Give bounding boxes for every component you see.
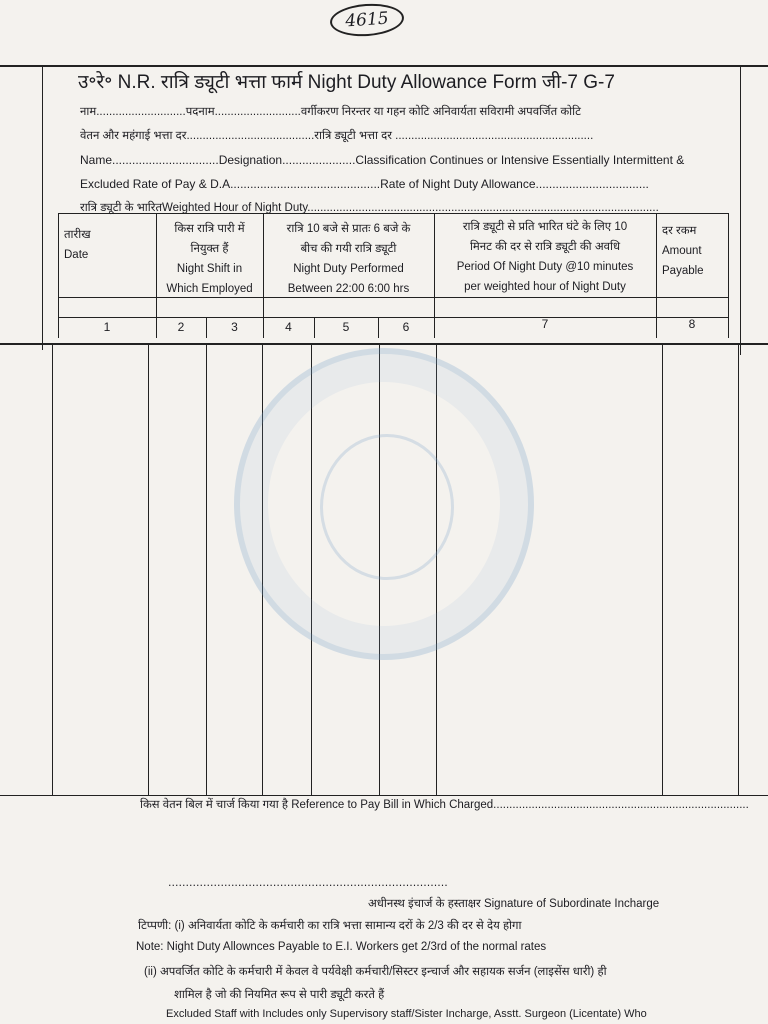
column-number: 8: [688, 317, 696, 331]
header-night-duty-performed: रात्रि 10 बजे से प्रातः 6 बजे के बीच की गयी रात्रि ड्यूटी Night Duty Performed Between 22:00 6:00 hrs: [286, 223, 411, 295]
header-period-weighted: रात्रि ड्यूटी से प्रति भारित घंटे के लिए 10 मिनट की दर से रात्रि ड्यूटी की अवधि Period Of Night Duty @10 minutes per weighted hour of Night Duty: [456, 221, 634, 293]
header-table: [58, 213, 728, 338]
column-number: 5: [342, 320, 350, 334]
form-frame-top: [0, 65, 768, 67]
note-english-1: Note: Night Duty Allownces Payable to E.I. Workers get 2/3rd of the normal rates: [136, 941, 547, 953]
note-hindi-3: शामिल है जो की नियमित रूप से पारी ड्यूटी करते हैं: [174, 989, 385, 1001]
pay-bill-reference: किस वेतन बिल में चार्ज किया गया है Reference to Pay Bill in Which Charged................................................................................: [140, 799, 749, 811]
form-frame-left: [42, 65, 43, 350]
note-hindi-2: (ii) अपवर्जित कोटि के कर्मचारी में केवल वे पर्यवेक्षी कर्मचारी/सिस्टर इन्चार्ज और सहायक सर्जन (लाइसेंस धारी) ही: [144, 966, 607, 978]
column-number: 3: [231, 320, 238, 334]
weighted-hour-line: रात्रि ड्यूटी के भारितWeighted Hour of Night Duty..............................................................................................................: [80, 202, 659, 214]
note-hindi-1: टिप्पणी: (i) अनिवार्यता कोटि के कर्मचारी का रात्रि भत्ता सामान्य दरों के 2/3 की दर से देय होगा: [138, 920, 522, 932]
column-number: 1: [103, 320, 111, 334]
header-night-shift: किस रात्रि पारी में नियुक्त हैं Night Shift in Which Employed: [166, 223, 253, 295]
header-date: तारीख Date: [64, 229, 91, 261]
form-title: उ॰रे॰ N.R. रात्रि ड्यूटी भत्ता फार्म Night Duty Allowance Form जी-7 G-7: [78, 72, 615, 93]
column-number: 7: [541, 317, 549, 331]
header-amount-payable: दर रकम Amount Payable: [662, 225, 704, 277]
form-frame-right: [740, 65, 741, 355]
name-designation-english-line: Name................................Designation......................Classification Continues or Intensive Essentially Intermittent &: [80, 153, 685, 167]
pay-rate-hindi-line: वेतन और महंगाई भत्ता दर........................................रात्रि ड्यूटी भत्ता दर ..............................................................: [80, 130, 594, 142]
column-number: 2: [177, 320, 185, 334]
signature-label: अधीनस्थ इंचार्ज के हस्ताक्षर Signature of Subordinate Incharge: [368, 898, 660, 910]
column-number: 6: [402, 320, 410, 334]
railway-seal-stamp: [234, 348, 534, 660]
column-number: 4: [285, 320, 292, 334]
rate-of-pay-english-line: Excluded Rate of Pay & D.A.............................................Rate of Night Duty Allowance..................................: [80, 177, 649, 191]
name-designation-hindi-line: नाम............................पदनाम...........................वर्गीकरण निरन्तर या गहन कोटि अनिवार्यता सविरामी अपवर्जित कोटि: [80, 106, 581, 118]
form-number: 4615: [329, 1, 405, 38]
note-english-2: Excluded Staff with Includes only Supervisory staff/Sister Incharge, Asstt. Surgeon (Licentate) Who: [166, 1008, 647, 1020]
signature-line: ................................................................................: [168, 876, 448, 889]
